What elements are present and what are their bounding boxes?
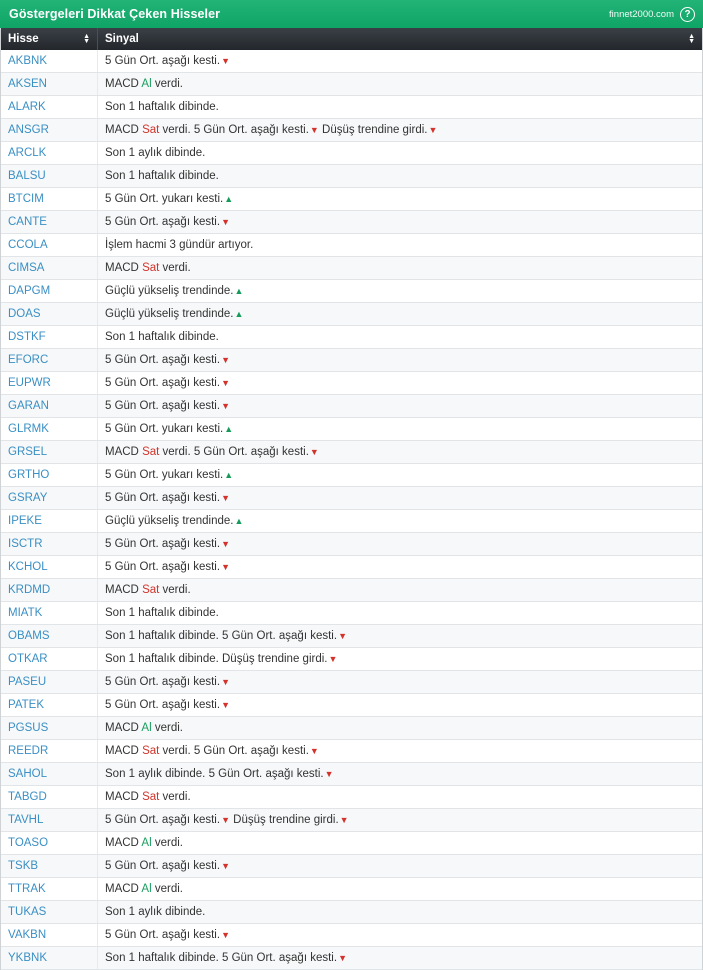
signal-text: Son 1 haftalık dibinde. — [105, 607, 219, 619]
panel-header — [0, 0, 703, 28]
ticker-link[interactable]: AKBNK — [8, 55, 47, 67]
signal-text: 5 Gün Ort. aşağı kesti. — [105, 860, 221, 872]
signal-text: MACD — [105, 883, 142, 895]
signal-text: Son 1 haftalık dibinde. — [105, 331, 219, 343]
cell-sinyal — [98, 786, 703, 809]
signal-text: verdi. 5 Gün Ort. aşağı kesti. — [159, 745, 309, 757]
signal-text: 5 Gün Ort. aşağı kesti. — [105, 699, 221, 711]
signal-buy-word: Al — [141, 883, 152, 895]
trend-down-arrow-icon: ▼ — [221, 378, 230, 388]
cell-sinyal — [98, 487, 703, 510]
cell-hisse — [1, 96, 98, 119]
signal-text: Son 1 haftalık dibinde. — [105, 101, 219, 113]
ticker-link[interactable]: CCOLA — [8, 239, 48, 251]
cell-hisse — [1, 625, 98, 648]
table-row — [1, 717, 702, 740]
cell-hisse — [1, 372, 98, 395]
table-row — [1, 395, 702, 418]
signal-text: 5 Gün Ort. yukarı kesti. — [105, 423, 224, 435]
table-row — [1, 418, 702, 441]
cell-sinyal — [98, 510, 703, 533]
signal-text: 5 Gün Ort. aşağı kesti. — [105, 377, 221, 389]
cell-sinyal — [98, 855, 703, 878]
table-row — [1, 142, 702, 165]
signal-text: Güçlü yükseliş trendinde. — [105, 515, 234, 527]
table-row — [1, 579, 702, 602]
signal-sell-word: Sat — [142, 791, 160, 803]
signal-text: 5 Gün Ort. aşağı kesti. — [105, 929, 221, 941]
cell-hisse — [1, 119, 98, 142]
cell-hisse — [1, 602, 98, 625]
table-row — [1, 96, 702, 119]
signal-text: verdi. 5 Gün Ort. aşağı kesti. — [159, 124, 309, 136]
cell-sinyal — [98, 832, 703, 855]
cell-hisse — [1, 211, 98, 234]
signal-text: MACD — [105, 745, 143, 757]
ticker-link[interactable]: GLRMK — [8, 423, 49, 435]
ticker-link[interactable]: VAKBN — [8, 929, 47, 941]
cell-hisse — [1, 855, 98, 878]
ticker-link[interactable]: SAHOL — [8, 768, 47, 780]
ticker-link[interactable]: TOASO — [8, 837, 49, 849]
column-header-hisse[interactable] — [1, 28, 98, 50]
table-body — [1, 50, 702, 970]
signal-sell-word: Sat — [142, 124, 160, 136]
cell-hisse — [1, 694, 98, 717]
cell-sinyal — [98, 142, 703, 165]
trend-up-arrow-icon: ▲ — [234, 309, 244, 319]
column-header-sinyal-label: Sinyal — [105, 33, 139, 45]
cell-hisse — [1, 924, 98, 947]
table-row — [1, 556, 702, 579]
ticker-link[interactable]: TABGD — [8, 791, 47, 803]
cell-hisse — [1, 579, 98, 602]
signal-text: verdi. — [151, 78, 183, 90]
cell-sinyal — [98, 947, 703, 970]
column-header-hisse-label: Hisse — [8, 33, 39, 45]
cell-sinyal — [98, 671, 703, 694]
cell-hisse — [1, 303, 98, 326]
signal-text: 5 Gün Ort. yukarı kesti. — [105, 469, 224, 481]
signal-text: verdi. — [151, 883, 183, 895]
trend-down-arrow-icon: ▼ — [221, 56, 230, 66]
table-row — [1, 855, 702, 878]
cell-hisse — [1, 786, 98, 809]
signal-text: Düşüş trendine girdi. — [229, 814, 339, 826]
cell-sinyal — [98, 372, 703, 395]
cell-hisse — [1, 165, 98, 188]
table-row — [1, 280, 702, 303]
cell-sinyal — [98, 326, 703, 349]
signal-sell-word: Sat — [142, 584, 160, 596]
cell-hisse — [1, 648, 98, 671]
table-row — [1, 947, 702, 970]
table-row — [1, 73, 702, 96]
signal-text: Son 1 haftalık dibinde. 5 Gün Ort. aşağı kesti. — [105, 630, 338, 642]
table-row — [1, 625, 702, 648]
table-row — [1, 602, 702, 625]
ticker-link[interactable]: DOAS — [8, 308, 41, 320]
ticker-link[interactable]: BTCIM — [8, 193, 44, 205]
cell-hisse — [1, 234, 98, 257]
signal-text: MACD — [105, 446, 143, 458]
table-row — [1, 487, 702, 510]
signal-text: 5 Gün Ort. yukarı kesti. — [105, 193, 224, 205]
trend-down-arrow-icon: ▼ — [221, 493, 230, 503]
cell-hisse — [1, 487, 98, 510]
cell-sinyal — [98, 533, 703, 556]
trend-down-arrow-icon: ▼ — [221, 815, 230, 825]
cell-sinyal — [98, 165, 703, 188]
trend-up-arrow-icon: ▲ — [234, 286, 244, 296]
trend-down-arrow-icon: ▼ — [221, 562, 230, 572]
signal-sell-word: Sat — [142, 262, 160, 274]
ticker-link[interactable]: EFORC — [8, 354, 49, 366]
ticker-link[interactable]: TSKB — [8, 860, 39, 872]
signal-text: 5 Gün Ort. aşağı kesti. — [105, 216, 221, 228]
trend-up-arrow-icon: ▲ — [224, 424, 234, 434]
cell-hisse — [1, 280, 98, 303]
trend-down-arrow-icon: ▼ — [324, 769, 334, 779]
ticker-link[interactable]: MIATK — [8, 607, 43, 619]
ticker-link[interactable]: PGSUS — [8, 722, 49, 734]
ticker-link[interactable]: ARCLK — [8, 147, 47, 159]
cell-hisse — [1, 441, 98, 464]
ticker-link[interactable]: GRTHO — [8, 469, 50, 481]
table-row — [1, 234, 702, 257]
table-row — [1, 763, 702, 786]
table-row — [1, 901, 702, 924]
signal-buy-word: Al — [141, 837, 152, 849]
signal-text: 5 Gün Ort. aşağı kesti. — [105, 55, 221, 67]
table-row — [1, 924, 702, 947]
signal-text: 5 Gün Ort. aşağı kesti. — [105, 400, 221, 412]
table-row — [1, 671, 702, 694]
signal-text: 5 Gün Ort. aşağı kesti. — [105, 561, 221, 573]
cell-sinyal — [98, 73, 703, 96]
table-row — [1, 464, 702, 487]
cell-hisse — [1, 395, 98, 418]
cell-sinyal — [98, 188, 703, 211]
signal-sell-word: Sat — [142, 745, 160, 757]
signal-text: MACD — [105, 262, 143, 274]
sort-descending-icon: ▼ — [83, 38, 90, 45]
ticker-link[interactable]: ISCTR — [8, 538, 43, 550]
table-row — [1, 809, 702, 832]
ticker-link[interactable]: OTKAR — [8, 653, 48, 665]
table-row — [1, 50, 702, 73]
cell-hisse — [1, 188, 98, 211]
cell-sinyal — [98, 878, 703, 901]
ticker-link[interactable]: EUPWR — [8, 377, 51, 389]
cell-hisse — [1, 73, 98, 96]
signal-buy-word: Al — [141, 78, 152, 90]
cell-hisse — [1, 257, 98, 280]
signal-text: verdi. — [159, 584, 191, 596]
cell-sinyal — [98, 579, 703, 602]
ticker-link[interactable]: IPEKE — [8, 515, 42, 527]
signal-text: Son 1 haftalık dibinde. — [105, 170, 219, 182]
cell-sinyal — [98, 556, 703, 579]
signal-text: 5 Gün Ort. aşağı kesti. — [105, 492, 221, 504]
table-row — [1, 832, 702, 855]
trend-down-arrow-icon: ▼ — [309, 746, 319, 756]
trend-down-arrow-icon: ▼ — [221, 539, 230, 549]
table-head — [1, 28, 702, 50]
ticker-link[interactable]: YKBNK — [8, 952, 47, 964]
brand-label: finnet2000.com — [609, 8, 674, 20]
trend-down-arrow-icon: ▼ — [338, 953, 347, 963]
cell-sinyal — [98, 602, 703, 625]
table-row — [1, 257, 702, 280]
cell-sinyal — [98, 625, 703, 648]
signal-text: MACD — [105, 124, 143, 136]
cell-sinyal — [98, 901, 703, 924]
signal-text: MACD — [105, 837, 142, 849]
trend-up-arrow-icon: ▲ — [234, 516, 244, 526]
signal-text: Son 1 haftalık dibinde. Düşüş trendine girdi. — [105, 653, 328, 665]
signal-text: Güçlü yükseliş trendinde. — [105, 285, 234, 297]
cell-sinyal — [98, 648, 703, 671]
signal-text: İşlem hacmi 3 gündür artıyor. — [105, 239, 254, 251]
signal-text: verdi. — [151, 722, 183, 734]
cell-hisse — [1, 50, 98, 73]
cell-sinyal — [98, 418, 703, 441]
cell-hisse — [1, 556, 98, 579]
header-actions — [609, 7, 695, 22]
signal-buy-word: Al — [141, 722, 152, 734]
trend-down-arrow-icon: ▼ — [328, 654, 338, 664]
table-row — [1, 303, 702, 326]
trend-down-arrow-icon: ▼ — [221, 401, 230, 411]
cell-sinyal — [98, 50, 703, 73]
trend-down-arrow-icon: ▼ — [428, 125, 438, 135]
sort-ascending-icon: ▲ — [688, 33, 695, 40]
trend-down-arrow-icon: ▼ — [221, 861, 230, 871]
ticker-link[interactable]: CANTE — [8, 216, 47, 228]
ticker-link[interactable]: GARAN — [8, 400, 49, 412]
ticker-link[interactable]: TUKAS — [8, 906, 47, 918]
ticker-link[interactable]: ALARK — [8, 101, 46, 113]
signal-text: Son 1 aylık dibinde. 5 Gün Ort. aşağı kesti. — [105, 768, 324, 780]
question-mark-circle-icon[interactable]: ? — [680, 7, 695, 22]
cell-hisse — [1, 717, 98, 740]
signal-sell-word: Sat — [142, 446, 160, 458]
signal-text: verdi. — [151, 837, 183, 849]
cell-sinyal — [98, 119, 703, 142]
ticker-link[interactable]: GRSEL — [8, 446, 47, 458]
table-row — [1, 372, 702, 395]
signal-text: verdi. 5 Gün Ort. aşağı kesti. — [159, 446, 309, 458]
signal-text: 5 Gün Ort. aşağı kesti. — [105, 354, 221, 366]
cell-hisse — [1, 809, 98, 832]
trend-down-arrow-icon: ▼ — [309, 447, 319, 457]
signal-text: Düşüş trendine girdi. — [318, 124, 428, 136]
ticker-link[interactable]: DAPGM — [8, 285, 51, 297]
table-row — [1, 349, 702, 372]
cell-hisse — [1, 901, 98, 924]
cell-hisse — [1, 510, 98, 533]
signals-table-container — [0, 28, 703, 970]
cell-hisse — [1, 947, 98, 970]
cell-sinyal — [98, 280, 703, 303]
cell-hisse — [1, 349, 98, 372]
ticker-link[interactable]: ANSGR — [8, 124, 49, 136]
signal-text: MACD — [105, 584, 143, 596]
table-row — [1, 441, 702, 464]
ticker-link[interactable]: BALSU — [8, 170, 46, 182]
ticker-link[interactable]: PATEK — [8, 699, 44, 711]
sort-arrows-icon[interactable] — [688, 34, 695, 44]
signal-text: 5 Gün Ort. aşağı kesti. — [105, 676, 221, 688]
cell-hisse — [1, 142, 98, 165]
signal-text: 5 Gün Ort. aşağı kesti. — [105, 538, 221, 550]
trend-up-arrow-icon: ▲ — [224, 470, 234, 480]
trend-down-arrow-icon: ▼ — [221, 677, 230, 687]
cell-sinyal — [98, 96, 703, 119]
ticker-link[interactable]: REEDR — [8, 745, 49, 757]
table-row — [1, 740, 702, 763]
cell-hisse — [1, 464, 98, 487]
cell-hisse — [1, 832, 98, 855]
cell-hisse — [1, 533, 98, 556]
cell-hisse — [1, 671, 98, 694]
cell-sinyal — [98, 763, 703, 786]
signal-text: 5 Gün Ort. aşağı kesti. — [105, 814, 221, 826]
cell-hisse — [1, 763, 98, 786]
cell-sinyal — [98, 464, 703, 487]
trend-down-arrow-icon: ▼ — [221, 355, 230, 365]
table-row — [1, 326, 702, 349]
table-row — [1, 648, 702, 671]
ticker-link[interactable]: DSTKF — [8, 331, 46, 343]
trend-down-arrow-icon: ▼ — [309, 125, 319, 135]
signal-text: Güçlü yükseliş trendinde. — [105, 308, 234, 320]
signal-text: Son 1 aylık dibinde. — [105, 147, 206, 159]
table-row — [1, 786, 702, 809]
ticker-link[interactable]: AKSEN — [8, 78, 47, 90]
cell-sinyal — [98, 441, 703, 464]
cell-sinyal — [98, 924, 703, 947]
ticker-link[interactable]: PASEU — [8, 676, 47, 688]
cell-sinyal — [98, 694, 703, 717]
ticker-link[interactable]: KCHOL — [8, 561, 48, 573]
table-row — [1, 694, 702, 717]
table-row — [1, 165, 702, 188]
cell-hisse — [1, 326, 98, 349]
ticker-link[interactable]: KRDMD — [8, 584, 51, 596]
trend-down-arrow-icon: ▼ — [221, 930, 230, 940]
signal-text: MACD — [105, 722, 142, 734]
cell-sinyal — [98, 234, 703, 257]
cell-sinyal — [98, 740, 703, 763]
ticker-link[interactable]: GSRAY — [8, 492, 48, 504]
cell-hisse — [1, 418, 98, 441]
cell-hisse — [1, 740, 98, 763]
column-header-sinyal[interactable] — [98, 28, 703, 50]
signal-text: MACD — [105, 78, 142, 90]
page-title: Göstergeleri Dikkat Çeken Hisseler — [9, 7, 221, 21]
signal-text: verdi. — [159, 262, 191, 274]
ticker-link[interactable]: OBAMS — [8, 630, 50, 642]
cell-sinyal — [98, 717, 703, 740]
signal-text: MACD — [105, 791, 143, 803]
cell-sinyal — [98, 257, 703, 280]
trend-down-arrow-icon: ▼ — [338, 631, 347, 641]
trend-up-arrow-icon: ▲ — [224, 194, 234, 204]
ticker-link[interactable]: TAVHL — [8, 814, 44, 826]
table-row — [1, 533, 702, 556]
cell-sinyal — [98, 395, 703, 418]
table-row — [1, 510, 702, 533]
table-row — [1, 878, 702, 901]
cell-sinyal — [98, 303, 703, 326]
signal-text: Son 1 aylık dibinde. — [105, 906, 206, 918]
cell-sinyal — [98, 809, 703, 832]
ticker-link[interactable]: CIMSA — [8, 262, 45, 274]
cell-sinyal — [98, 211, 703, 234]
sort-descending-icon: ▼ — [688, 38, 695, 45]
trend-down-arrow-icon: ▼ — [221, 217, 230, 227]
signals-table — [1, 28, 702, 970]
signal-text: verdi. — [159, 791, 191, 803]
cell-hisse — [1, 878, 98, 901]
sort-ascending-icon: ▲ — [83, 33, 90, 40]
table-row — [1, 119, 702, 142]
table-row — [1, 188, 702, 211]
sort-arrows-icon[interactable] — [83, 34, 90, 44]
cell-sinyal — [98, 349, 703, 372]
trend-down-arrow-icon: ▼ — [339, 815, 349, 825]
trend-down-arrow-icon: ▼ — [221, 700, 230, 710]
table-header-row — [1, 28, 702, 50]
signal-text: Son 1 haftalık dibinde. 5 Gün Ort. aşağı kesti. — [105, 952, 338, 964]
ticker-link[interactable]: TTRAK — [8, 883, 46, 895]
table-row — [1, 211, 702, 234]
